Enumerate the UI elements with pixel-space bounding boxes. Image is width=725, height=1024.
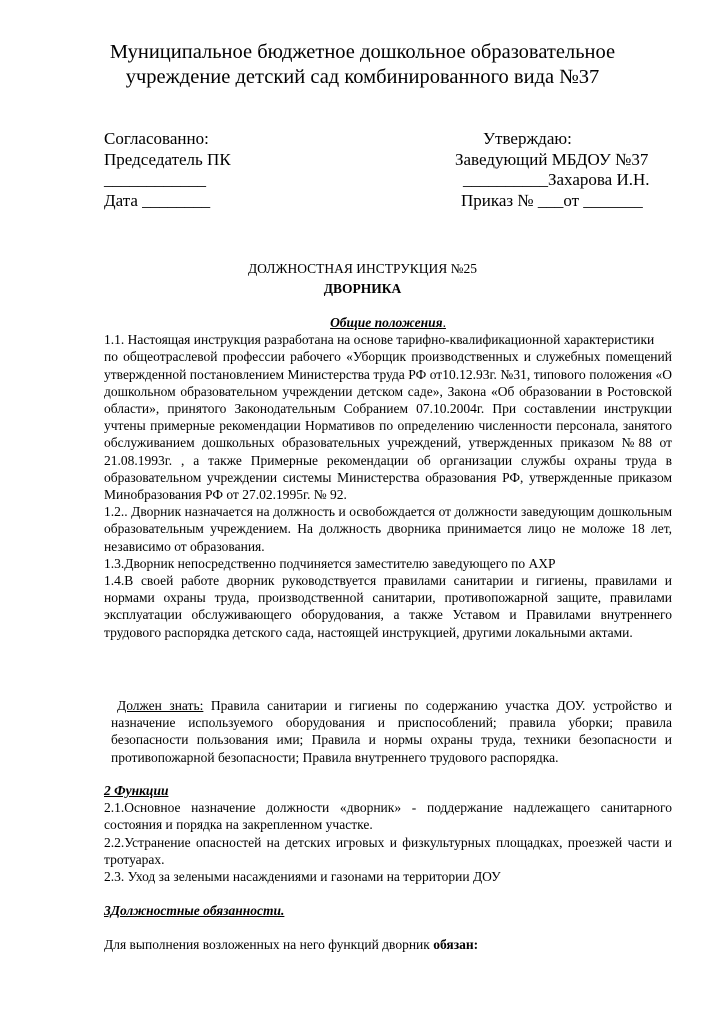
duties-intro — [104, 936, 672, 953]
section-duties-heading — [104, 902, 672, 919]
section-general — [104, 314, 672, 641]
section-functions — [104, 782, 672, 885]
order-field: Приказ № ___от _______ — [461, 191, 643, 210]
must-know-block — [111, 697, 672, 766]
duties-heading-text: 3Должностные обязанности. — [104, 903, 285, 918]
paragraph-2-1: 2.1.Основное назначение должности «дворник» - поддержание надлежащего санитарного состояния и порядка на закрепленном участке. — [104, 800, 672, 833]
paragraph-1-3: 1.3.Дворник непосредственно подчиняется заместителю заведующего по АХР — [104, 555, 556, 571]
head-label: Заведующий МБДОУ №37 — [455, 150, 649, 169]
doc-subtitle: ДВОРНИКА — [323, 281, 402, 296]
must-know-paragraph — [111, 697, 672, 766]
paragraph-1-2: 1.2.. Дворник назначается на должность и освобождается от должности заведующим дошкольным образовательным учреждением. На должность дворника принимается лицо не моложе 18 лет, независимо от образования. — [104, 504, 672, 554]
functions-heading-text: 2 Функции — [104, 783, 169, 798]
organization-name — [60, 40, 665, 90]
org-line-1: Муниципальное бюджетное дошкольное образовательное — [109, 41, 616, 63]
approve-label: Утверждаю: — [483, 129, 572, 148]
duties-intro-bold: обязан: — [433, 937, 479, 953]
section-duties — [104, 902, 672, 953]
paragraph-2-2: 2.2.Устранение опасностей на детских игровых и физкультурных площадках, проезжей части и тротуарах. — [104, 834, 672, 867]
org-line-2: учреждение детский сад комбинированного вида №37 — [125, 66, 600, 88]
general-heading-text: Общие положения — [330, 315, 443, 330]
general-heading-dot: . — [442, 315, 446, 330]
paragraph-2-3: 2.3. Уход за зелеными насаждениями и газонами на территории ДОУ — [104, 869, 501, 885]
agreed-label: Согласованно: — [104, 129, 209, 148]
head-signature: __________Захарова И.Н. — [463, 170, 650, 189]
section-functions-heading — [104, 782, 672, 799]
paragraph-1-4: 1.4.В своей работе дворник руководствуется правилами санитарии и гигиены, правилами и нормами охраны труда, производственной санитарии, противопожарной защите, правилами эксплуатации обслуживающего оборудования, а также Уставом и Правилами внутреннего трудового распорядка детского сада, настоящей инструкцией, другими локальными актами. — [104, 573, 672, 640]
must-know-label: Должен знать: — [117, 698, 204, 713]
doc-title: ДОЛЖНОСТНАЯ ИНСТРУКЦИЯ №25 — [247, 261, 478, 276]
chairman-signature-line: ____________ — [104, 170, 206, 189]
must-know-text: Правила санитарии и гигиены по содержанию участка ДОУ. устройство и назначение используемого оборудования и приспособлений; правила уборки; правила безопасности пользования ими; Правила и нормы охраны труда, техники безопасности и противопожарной безопасности; Правила внутреннего трудового распорядка. — [111, 698, 672, 765]
paragraph-1-1a: 1.1. Настоящая инструкция разработана на основе тарифно-квалификационной характеристики — [104, 332, 655, 348]
paragraph-1-1b: по общеотраслевой профессии рабочего «Уборщик производственных и служебных помещений утвержденной постановлением Министерства труда РФ от10.12.93г. №31, типового положения «О дошкольном образовательном учреждении детском саде», Закона «Об образовании в Ростовской области», принятого Законодательным Собранием 07.10.2004г. При составлении инструкции учтены примерные рекомендации Нормативов по определению численности персонала, занятого обслуживанием дошкольных образовательных учреждений, утвержденных приказом №88 от 21.08.1993г. , а также Примерные рекомендации об организации службы охраны труда в образовательном учреждении системы Министерства образования РФ, утвержденные приказом Минобразования РФ от 27.02.1995г. № 92. — [104, 349, 672, 503]
date-field: Дата ________ — [104, 191, 211, 210]
section-general-heading — [104, 314, 672, 331]
duties-intro-text: Для выполнения возложенных на него функций дворник — [104, 937, 434, 953]
chairman-label: Председатель ПК — [104, 150, 231, 169]
